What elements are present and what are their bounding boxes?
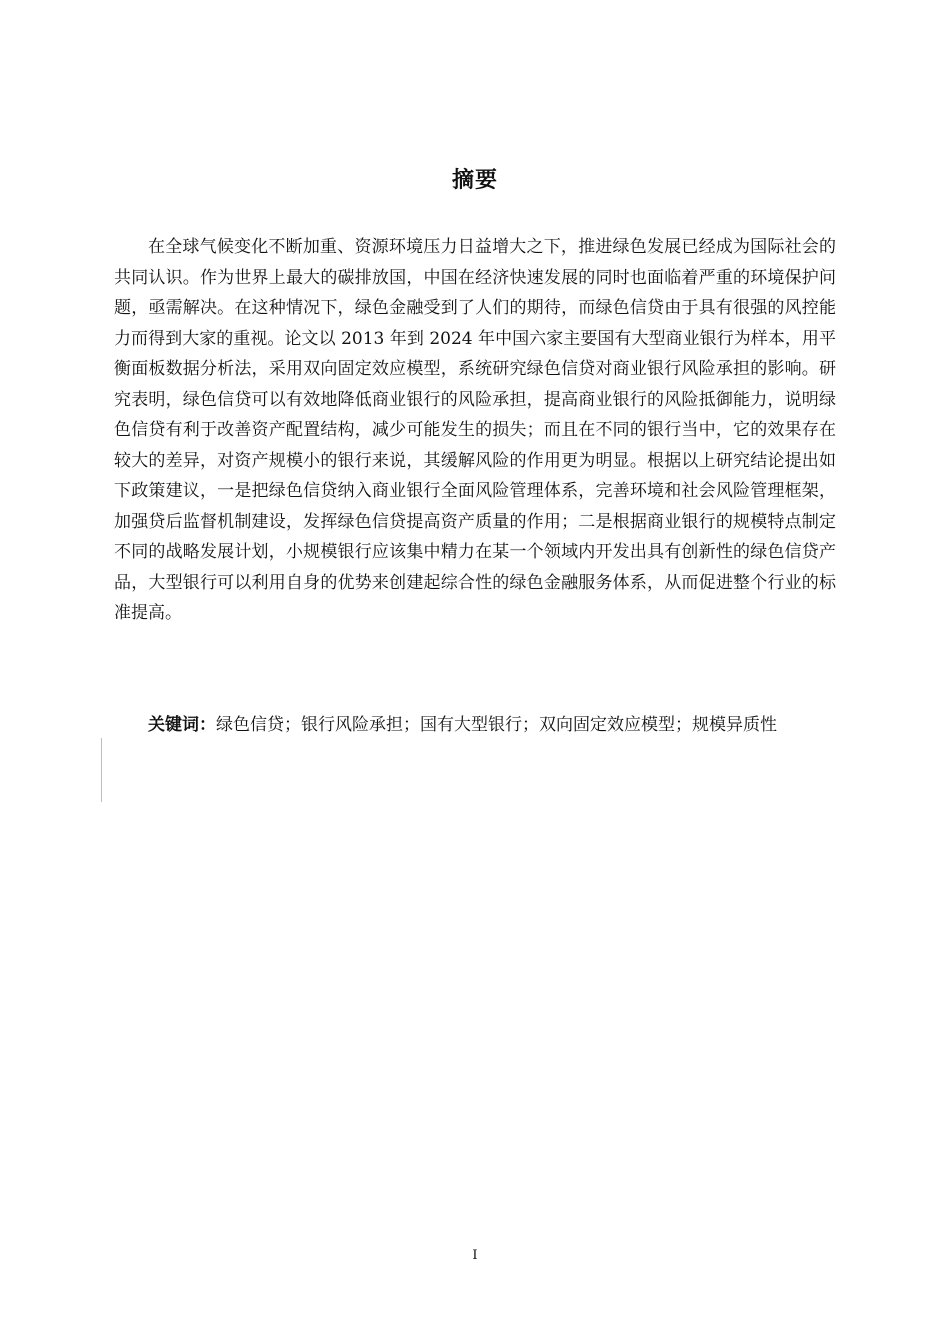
abstract-paragraph: 在全球气候变化不断加重、资源环境压力日益增大之下，推进绿色发展已经成为国际社会的共同认识。作为世界上最大的碳排放国，中国在经济快速发展的同时也面临着严重的环境保护问题，亟需解决。在这种情况下，绿色金融受到了人们的期待，而绿色信贷由于具有很强的风控能力而得到大家的重视。论文以 2013 年到 2024 年中国六家主要国有大型商业银行为样本，用平衡面板数据分析法，采用双向固定效应模型，系统研究绿色信贷对商业银行风险承担的影响。研究表明，绿色信贷可以有效地降低商业银行的风险承担，提高商业银行的风险抵御能力，说明绿色信贷有利于改善资产配置结构，减少可能发生的损失；而且在不同的银行当中，它的效果存在较大的差异，对资产规模小的银行来说，其缓解风险的作用更为明显。根据以上研究结论提出如下政策建议，一是把绿色信贷纳入商业银行全面风险管理体系，完善环境和社会风险管理框架，加强贷后监督机制建设，发挥绿色信贷提高资产质量的作用；二是根据商业银行的规模特点制定不同的战略发展计划，小规模银行应该集中精力在某一个领域内开发出具有创新性的绿色信贷产品，大型银行可以利用自身的优势来创建起综合性的绿色金融服务体系，从而促进整个行业的标准提高。	[114, 237, 836, 623]
margin-marker-line	[101, 738, 102, 802]
keywords-label: 关键词：	[148, 715, 216, 735]
keywords-line	[114, 710, 836, 741]
keywords-text: 绿色信贷；银行风险承担；国有大型银行；双向固定效应模型；规模异质性	[216, 715, 777, 735]
page-number: I	[472, 1248, 478, 1263]
abstract-title: 摘要	[451, 168, 498, 193]
